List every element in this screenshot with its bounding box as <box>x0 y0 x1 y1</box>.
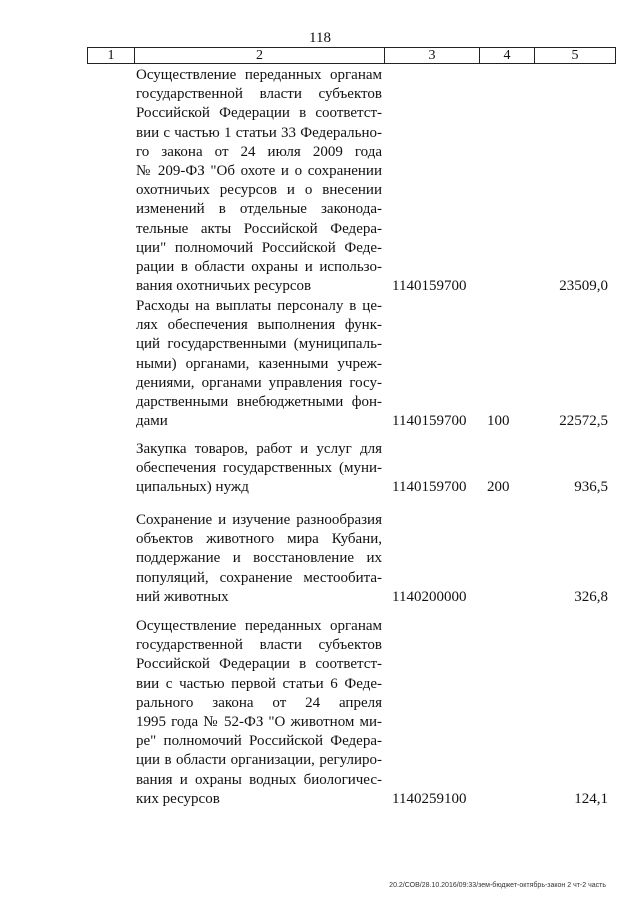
description-line: ными) органами, казенными учреж- <box>136 355 382 372</box>
description-line: дениями, органами управления госу- <box>136 374 382 391</box>
description-line: рального закона от 24 апреля <box>136 694 382 711</box>
description-line: обеспечения государственных (муни- <box>136 460 382 477</box>
description-line: ре" полномочий Российской Федера- <box>136 733 382 750</box>
amount-value: 124,1 <box>574 790 608 807</box>
row-description <box>136 511 382 607</box>
column-header-5: 5 <box>535 48 616 64</box>
column-header-2: 2 <box>135 48 385 64</box>
description-line: ции" полномочий Российской Феде- <box>136 239 382 256</box>
description-line: Российской Федерации в соответст- <box>136 656 382 673</box>
target-article-code: 1140200000 <box>392 588 467 605</box>
description-line: вии с частью первой статьи 6 Феде- <box>136 675 382 692</box>
description-line: го закона от 24 июля 2009 года <box>136 143 382 160</box>
column-header-4: 4 <box>480 48 535 64</box>
description-line: вии с частью 1 статьи 33 Федерально- <box>136 124 382 141</box>
description-line: лях обеспечения выполнения функ- <box>136 317 382 334</box>
description-line: ции в области организации, регулиро- <box>136 752 382 769</box>
description-line: государственной власти субъектов <box>136 637 382 654</box>
description-line: ципальных) нужд <box>136 479 249 496</box>
row-description <box>136 440 382 498</box>
amount-value: 326,8 <box>574 588 608 605</box>
page-number: 118 <box>309 30 331 46</box>
footer-file-path: 20.2/СОВ/28.10.2016/09:33/зем-бюджет-октябрь-закон 2 чт-2 часть <box>389 882 606 889</box>
description-line: № 209-ФЗ "Об охоте и о сохранении <box>136 162 382 179</box>
amount-value: 936,5 <box>574 479 608 496</box>
description-line: охотничьих ресурсов и о внесении <box>136 182 382 199</box>
description-line: изменений в отдельные законода- <box>136 201 382 218</box>
description-line: дарственными внебюджетными фон- <box>136 393 382 410</box>
amount-value: 22572,5 <box>559 413 608 430</box>
amount-value: 23509,0 <box>559 278 608 295</box>
column-header-3: 3 <box>385 48 480 64</box>
description-line: ких ресурсов <box>136 790 220 807</box>
description-line: Осуществление переданных органам <box>136 67 382 83</box>
description-line: вания и охраны водных биологичес- <box>136 771 382 788</box>
description-line: государственной власти субъектов <box>136 86 382 103</box>
expense-type-code: 200 <box>487 479 510 496</box>
column-header-1: 1 <box>88 48 135 64</box>
description-line: вания охотничьих ресурсов <box>136 278 312 295</box>
description-line: ций государственными (муниципаль- <box>136 336 382 353</box>
description-line: Расходы на выплаты персоналу в це- <box>136 298 382 314</box>
description-line: Сохранение и изучение разнообразия <box>136 512 382 528</box>
target-article-code: 1140259100 <box>392 790 467 807</box>
description-line: Осуществление переданных органам <box>136 618 382 634</box>
column-header-row <box>87 47 616 64</box>
description-line: популяций, сохранение местообита- <box>136 569 382 586</box>
target-article-code: 1140159700 <box>392 278 467 295</box>
description-line: поддержание и восстановление их <box>136 550 382 567</box>
expense-type-code: 100 <box>487 413 510 430</box>
description-line: Российской Федерации в соответст- <box>136 105 382 122</box>
description-line: объектов животного мира Кубани, <box>136 531 382 548</box>
row-description <box>136 617 382 809</box>
description-line: Закупка товаров, работ и услуг для <box>136 441 382 457</box>
description-line: 1995 года № 52-ФЗ "О животном ми- <box>136 713 382 730</box>
target-article-code: 1140159700 <box>392 479 467 496</box>
row-description <box>136 66 382 296</box>
description-line: рации в области охраны и использо- <box>136 258 382 275</box>
row-description <box>136 297 382 431</box>
target-article-code: 1140159700 <box>392 413 467 430</box>
description-line: тельные акты Российской Федера- <box>136 220 382 237</box>
description-line: дами <box>136 413 168 430</box>
description-line: ний животных <box>136 588 229 605</box>
